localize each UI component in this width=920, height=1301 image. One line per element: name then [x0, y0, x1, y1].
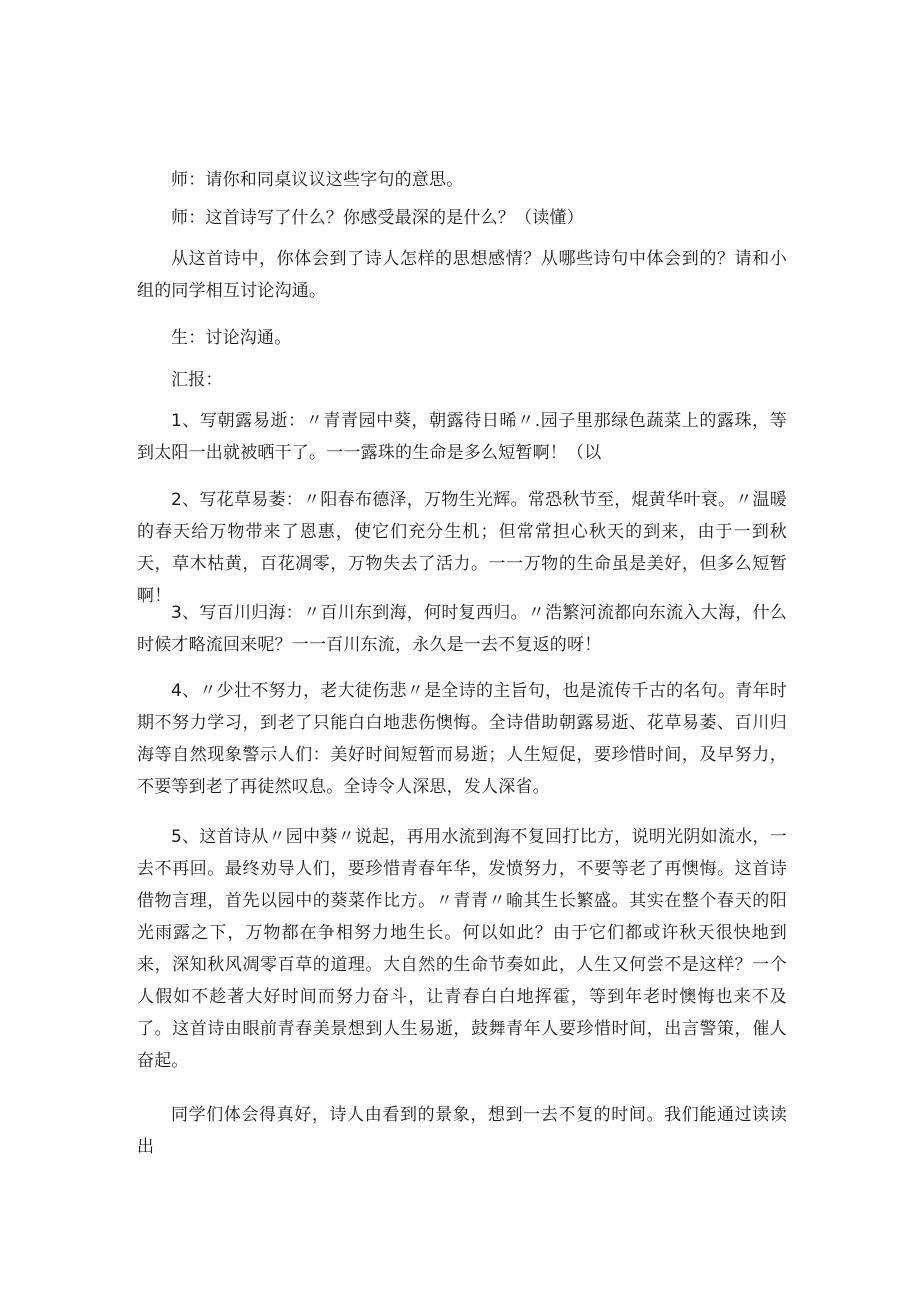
paragraph-report-heading: 汇报：: [171, 370, 223, 390]
paragraph-point-2: 2、写花草易萎：〃阳春布德泽，万物生光辉。常恐秋节至，焜黄华叶衰。〃温暖的春天给万物带来了恩惠，使它们充分生机；但常常担心秋天的到来，由于一到秋天，草木枯黄，百花凋零，万物失去了活力。一一万物的生命虽是美好，但多么短暂啊！: [137, 490, 787, 606]
paragraph-point-3: 3、写百川归海：〃百川东到海，何时复西归。〃浩繁河流都向东流入大海，什么时候才略流回来呢？一一百川东流，永久是一去不复返的呀！: [137, 603, 787, 655]
paragraph-feeling-question: 从这首诗中，你体会到了诗人怎样的思想感情？从哪些诗句中体会到的？请和小组的同学相互讨论沟通。: [137, 249, 787, 301]
paragraph-teacher-discuss: 师：请你和同桌议议这些字句的意思。: [171, 170, 464, 190]
paragraph-point-4: 4、〃少壮不努力，老大徒伤悲〃是全诗的主旨句，也是流传千古的名句。青年时期不努力学习，到老了只能白白地悲伤懊悔。全诗借助朝露易逝、花草易萎、百川归海等自然现象警示人们：美好时间短暂而易逝；人生短促，要珍惜时间，及早努力，不要等到老了再徒然叹息。全诗令人深思，发人深省。: [137, 681, 787, 797]
paragraph-point-1: 1、写朝露易逝：〃青青园中葵，朝露待日晞〃.园子里那绿色蔬菜上的露珠，等到太阳一出就被晒干了。一一露珠的生命是多么短暂啊！（以: [137, 411, 787, 463]
paragraph-student-discuss: 生：讨论沟通。: [171, 328, 292, 348]
document-page: [137, 0, 787, 1301]
paragraph-conclusion: 同学们体会得真好，诗人由看到的景象，想到一去不复的时间。我们能通过读读出: [137, 1105, 787, 1157]
paragraph-teacher-question: 师：这首诗写了什么？你感受最深的是什么？（读懂）: [171, 208, 584, 228]
paragraph-point-5: 5、这首诗从〃园中葵〃说起，再用水流到海不复回打比方，说明光阴如流水，一去不再回。最终劝导人们，要珍惜青春年华，发愤努力，不要等老了再懊悔。这首诗借物言理，首先以园中的葵菜作比方。〃青青〃喻其生长繁盛。其实在整个春天的阳光雨露之下，万物都在争相努力地生长。何以如此？由于它们都或许秋天很快地到来，深知秋风凋零百草的道理。大自然的生命节奏如此，人生又何尝不是这样？一个人假如不趁著大好时间而努力奋斗，让青春白白地挥霍，等到年老时懊悔也来不及了。这首诗由眼前青春美景想到人生易逝，鼓舞青年人要珍惜时间，出言警策，催人奋起。: [137, 827, 787, 1071]
